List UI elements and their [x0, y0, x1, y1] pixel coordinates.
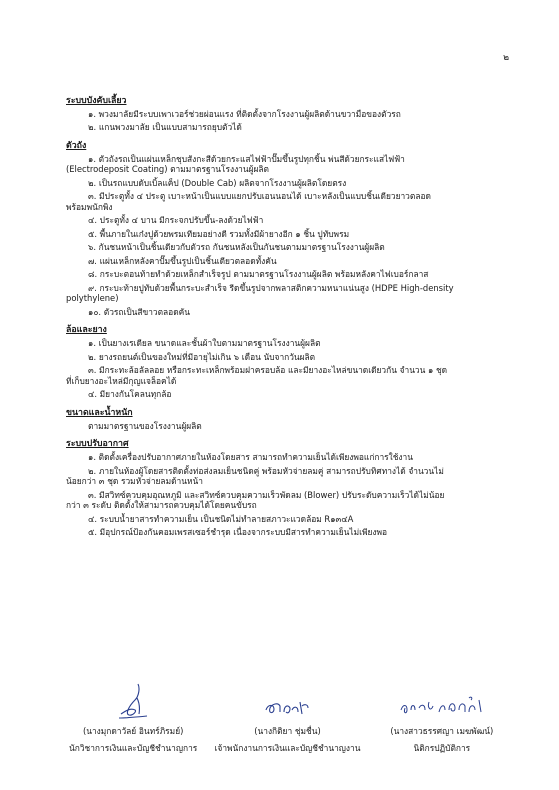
section-steering	[66, 96, 505, 133]
signature-block	[56, 680, 519, 753]
section-title: ขนาดและน้ำหนัก	[66, 407, 133, 418]
list-item: ๒. ภายในห้องผู้โดยสารติดตั้งท่อส่งลมเย็นชนิดคู่ พร้อมหัวจ่ายลมคู่ สามารถปรับทิศทางได้ จำนวนไม่ น้อยกว่า ๓ ชุด รวมหัวจ่ายลมด้านหน้า	[66, 465, 444, 487]
section-title: ตัวถัง	[66, 140, 87, 151]
list-item: ๑๐. ตัวรถเป็นสีขาวตลอดคัน	[88, 306, 190, 317]
signature-2	[210, 680, 364, 753]
list-item: ๒. แกนพวงมาลัย เป็นแบบสามารถยุบตัวได้	[88, 122, 242, 133]
signer-name: (นางกิติยา ชุ่มชื่น)	[254, 726, 321, 736]
list-item: ๕. พื้นภายในเก๋งปูด้วยพรมเทียมอย่างดี รวมทั้งมีผ้ายางอีก ๑ ชิ้น ปูทับพรม	[88, 228, 350, 239]
signer-title: นิติกรปฏิบัติการ	[413, 742, 471, 753]
signature-3	[365, 680, 519, 753]
list-item: ๓. มีกระทะล้อลัลลอย หรือกระทะเหล็กพร้อมฝาครอบล้อ และมียางอะไหล่ขนาดเดียวกัน จำนวน ๑ ชุด ที่เก็บยางอะไหล่มีกุญแจล็อคได้	[66, 365, 448, 386]
list-item: ๓. มีประตูทั้ง ๔ ประตู เบาะหน้าเป็นแบบแยกปรับเอนนอนได้ เบาะหลังเป็นแบบชิ้นเดียวยาวตลอด พร้อมพนักพิง	[66, 191, 431, 212]
section-body	[66, 141, 505, 317]
list-item: ๓. มีสวิทซ์ควบคุมอุณหภูมิ และสวิทซ์ควบคุมความเร็วพัดลม (Blower) ปรับระดับความเร็วได้ไม่น้อย กว่า ๓ ระดับ ติดตั้งให้สามารถควบคุมได้โดยคนขับรถ	[66, 489, 445, 511]
list-item: ๒. ยางรถยนต์เป็นของใหม่ที่มีอายุไม่เกิน ๖ เดือน นับจากวันผลิต	[88, 351, 316, 362]
list-item: ๒. เป็นรถแบบดับเบิ้ลแค็ป (Double Cab) ผลิตจากโรงงานผู้ผลิตโดยตรง	[88, 177, 347, 188]
list-item: ๔. ประตูทั้ง ๔ บาน มีกระจกปรับขึ้น-ลงด้วยไฟฟ้า	[88, 215, 264, 226]
list-item: ๔. ระบบน้ำยาสารทำความเย็น เป็นชนิดไม่ทำลายสภาวะแวดล้อม R๑๓๔A	[88, 513, 354, 524]
list-item: ๖. กันชนหน้าเป็นชิ้นเดียวกับตัวรถ กันชนหลังเป็นกันชนตามมาตรฐานโรงงานผู้ผลิต	[88, 242, 385, 253]
list-item: ๑. ติดตั้งเครื่องปรับอากาศภายในห้องโดยสาร สามารถทำความเย็นได้เพียงพอแก่การใช้งาน	[88, 452, 413, 463]
signer-name: (นางสาวธรรศญา เมฆพัฒน์)	[390, 726, 494, 736]
signature-1	[56, 680, 210, 753]
section-size-weight	[66, 408, 505, 431]
section-wheels	[66, 325, 505, 399]
list-item: ๙. กระบะท้ายปูทับด้วยพื้นกระบะสำเร็จ รีดขึ้นรูปจากพลาสติกความหนาแน่นสูง (HDPE High-density polythylene)	[66, 282, 454, 304]
list-item: ๑. เป็นยางเรเดียล ขนาดและชั้นผ้าใบตามมาตรฐานโรงงานผู้ผลิต	[88, 338, 321, 349]
handwritten-signature	[56, 680, 210, 724]
signer-title: นักวิชาการเงินและบัญชีชำนาญการ	[69, 742, 198, 753]
section-title: ล้อและยาง	[66, 325, 107, 336]
list-item: ๑. ตัวถังรถเป็นแผ่นเหล็กชุบสังกะสีด้วยกระแสไฟฟ้าปั๊มขึ้นรูปทุกชิ้น พ่นสีด้วยกระแสไฟฟ้า (Electrodeposit Coating) ตามมาตรฐานโรงงานผู้ผลิต	[66, 153, 405, 175]
page-number: ๒	[503, 53, 509, 63]
section-title: ระบบปรับอากาศ	[66, 439, 129, 450]
list-item: ๕. มีอุปกรณ์ป้องกันคอมเพรสเซอร์ชำรุด เนื่องจากระบบมีสารทำความเย็นไม่เพียงพอ	[88, 527, 388, 538]
handwritten-signature	[365, 680, 519, 724]
handwritten-signature	[210, 680, 364, 724]
paragraph: ตามมาตรฐานของโรงงานผู้ผลิต	[88, 420, 202, 431]
signer-title: เจ้าพนักงานการเงินและบัญชีชำนาญงาน	[214, 742, 361, 753]
list-item: ๗. แผ่นเหล็กหลังคาปั๊มขึ้นรูปเป็นชิ้นเดียวตลอดทั้งคัน	[88, 255, 277, 266]
section-title: ระบบบังคับเลี้ยว	[66, 96, 127, 106]
document-body	[66, 96, 505, 541]
list-item: ๘. กระบะตอนท้ายทำด้วยเหล็กสำเร็จรูป ตามมาตรฐานโรงงานผู้ผลิต พร้อมหลังคาไฟเบอร์กลาส	[88, 269, 429, 280]
section-air-conditioning	[66, 439, 505, 537]
signer-name: (นางมุกดาวัลย์ อินทร์ภิรมย์)	[82, 726, 184, 736]
list-item: ๔. มียางกันโคลนทุกล้อ	[88, 389, 172, 400]
list-item: ๑. พวงมาลัยมีระบบเพาเวอร์ช่วยผ่อนแรง ที่ติดตั้งจากโรงงานผู้ผลิตด้านขวามือของตัวรถ	[88, 108, 401, 119]
